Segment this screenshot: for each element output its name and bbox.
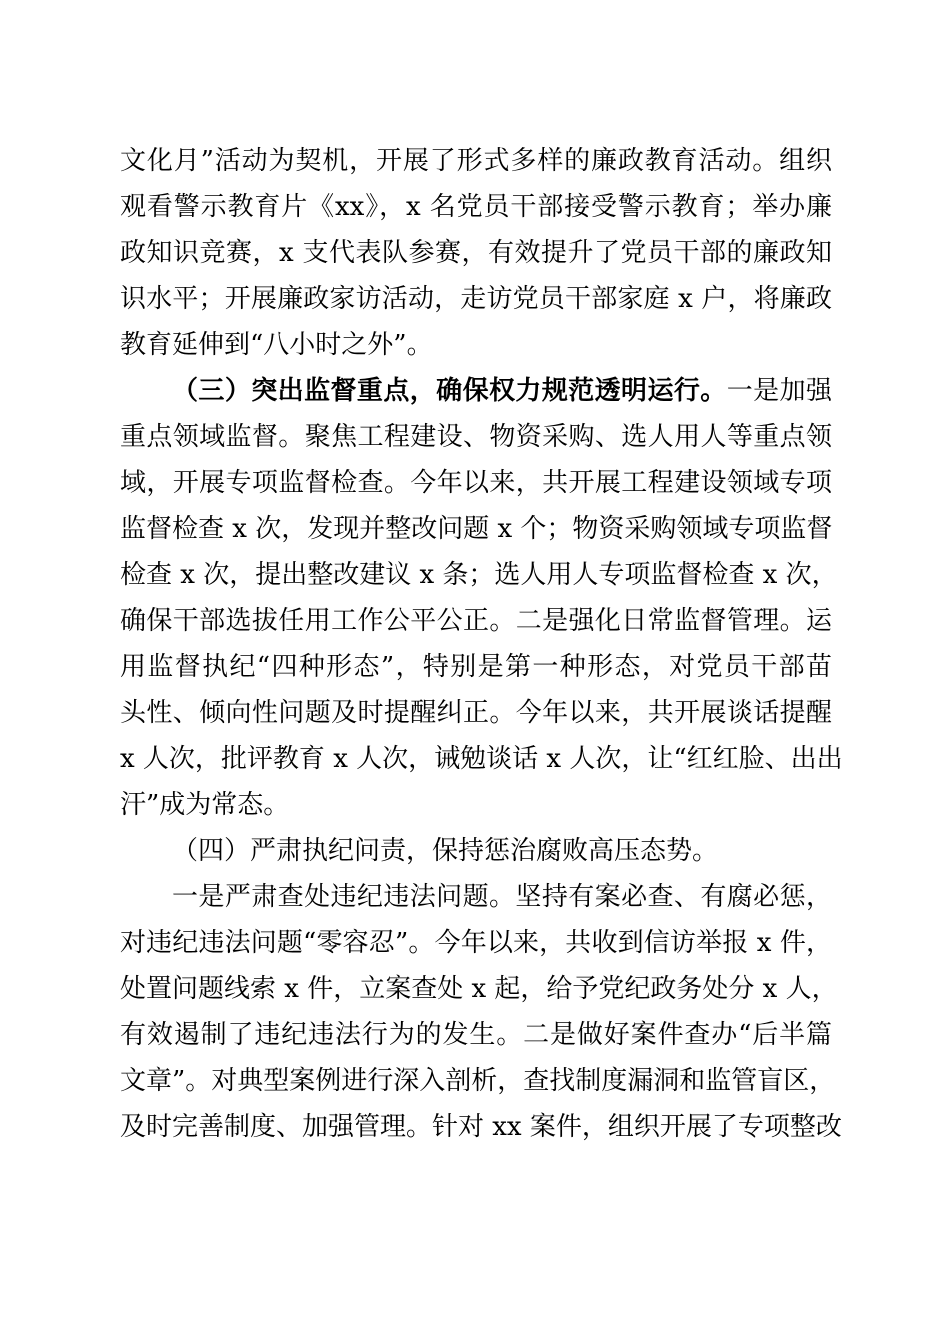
paragraph-line: 及时完善制度、加强管理。针对 xx 案件，组织开展了专项整改 bbox=[120, 1112, 842, 1142]
section-4-heading: （四）严肃执纪问责，保持惩治腐败高压态势。 bbox=[172, 836, 719, 866]
paragraph-line: 对违纪违法问题“零容忍”。今年以来，共收到信访举报 x 件， bbox=[120, 928, 832, 958]
paragraph-line: 汗”成为常态。 bbox=[120, 790, 290, 820]
paragraph-line: x 人次，批评教育 x 人次，诫勉谈话 x 人次，让“红红脸、出出 bbox=[120, 744, 843, 774]
document-body bbox=[120, 138, 843, 1150]
paragraph-line: 政知识竞赛，x 支代表队参赛，有效提升了党员干部的廉政知 bbox=[120, 238, 832, 268]
paragraph-line: 用监督执纪“四种形态”，特别是第一种形态，对党员干部苗 bbox=[120, 652, 832, 682]
paragraph-line: 观看警示教育片《xx》，x 名党员干部接受警示教育；举办廉 bbox=[120, 192, 832, 222]
section-3-line-rest: 一是加强 bbox=[726, 376, 832, 406]
paragraph-line: 教育延伸到“八小时之外”。 bbox=[120, 330, 433, 360]
paragraph-line: 监督检查 x 次，发现并整改问题 x 个；物资采购领域专项监督 bbox=[120, 514, 833, 544]
paragraph-line: 一是严肃查处违纪违法问题。坚持有案必查、有腐必惩， bbox=[172, 882, 832, 912]
paragraph-line: 识水平；开展廉政家访活动，走访党员干部家庭 x 户，将廉政 bbox=[120, 284, 832, 314]
paragraph-line: 头性、倾向性问题及时提醒纠正。今年以来，共开展谈话提醒 bbox=[120, 698, 832, 728]
paragraph-line: 确保干部选拔任用工作公平公正。二是强化日常监督管理。运 bbox=[120, 606, 832, 636]
paragraph-line: 处置问题线索 x 件，立案查处 x 起，给予党纪政务处分 x 人， bbox=[120, 974, 838, 1004]
paragraph-line: 文化月”活动为契机，开展了形式多样的廉政教育活动。组织 bbox=[120, 146, 832, 176]
paragraph-line: 文章”。对典型案例进行深入剖析，查找制度漏洞和监管盲区， bbox=[120, 1066, 836, 1096]
section-3-heading: （三）突出监督重点，确保权力规范透明运行。 bbox=[172, 376, 727, 406]
paragraph-line: 检查 x 次，提出整改建议 x 条；选人用人专项监督检查 x 次， bbox=[120, 560, 838, 590]
section-3-first-line bbox=[120, 368, 832, 414]
paragraph-line: 重点领域监督。聚焦工程建设、物资采购、选人用人等重点领 bbox=[120, 422, 832, 452]
paragraph-line: 有效遏制了违纪违法行为的发生。二是做好案件查办“后半篇 bbox=[120, 1020, 832, 1050]
paragraph-line: 域，开展专项监督检查。今年以来，共开展工程建设领域专项 bbox=[120, 468, 832, 498]
